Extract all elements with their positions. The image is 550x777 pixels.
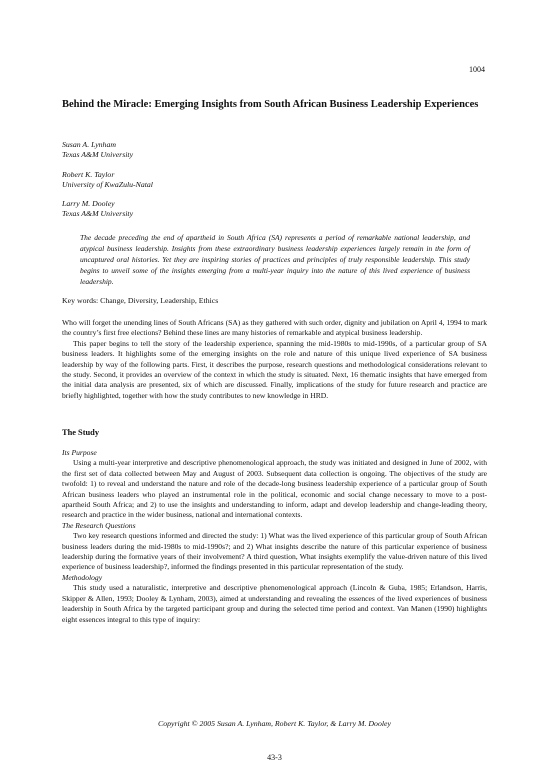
author-affiliation: University of KwaZulu-Natal xyxy=(62,180,153,189)
introduction xyxy=(62,318,487,401)
subsection-heading-questions: The Research Questions xyxy=(62,520,136,530)
author-name: Robert K. Taylor xyxy=(62,170,115,179)
author-block-3 xyxy=(62,199,487,219)
author-block-2 xyxy=(62,170,487,190)
study-section xyxy=(62,448,487,625)
author-name: Larry M. Dooley xyxy=(62,199,115,208)
intro-paragraph: Who will forget the unending lines of South Africans (SA) as they gathered with such order, dignity and jubilation on April 4, 1994 to mark the country’s first free elections? Behind these lines are many histories of remarkable and atypical business leadership. xyxy=(62,318,487,338)
copyright-notice: Copyright © 2005 Susan A. Lynham, Robert K. Taylor, & Larry M. Dooley xyxy=(158,719,391,728)
page-footer: 43-3 xyxy=(267,753,282,762)
author-name: Susan A. Lynham xyxy=(62,140,116,149)
author-affiliation: Texas A&M University xyxy=(62,150,134,159)
purpose-paragraph: Using a multi-year interpretive and descriptive phenomenological approach, the study was initiated and designed in June of 2002, with the first set of data collected between May and August of 2003. Subsequent data collection is ongoing. The objectives of the study are twofold: 1) to reveal and understand the nature and role of the decade-long business leadership experience of a particular group of South African business leaders who played an instrumental role in the political, economic and social change necessary to move to a post-apartheid South Africa; and 2) to use the insights and understanding to inform, adapt and develop leadership and change-leading theory, research and practice in the wider business, national and international contexts. xyxy=(62,458,487,520)
author-affiliation: Texas A&M University xyxy=(62,209,134,218)
page-number: 1004 xyxy=(469,65,485,74)
keywords: Key words: Change, Diversity, Leadership, Ethics xyxy=(62,296,219,305)
paper-title: Behind the Miracle: Emerging Insights from South African Business Leadership Experiences xyxy=(62,99,479,110)
subsection-heading-purpose: Its Purpose xyxy=(62,448,97,457)
methodology-paragraph: This study used a naturalistic, interpretive and descriptive phenomenological approach (Lincoln & Guba, 1985; Erlandson, Harris, Skipper & Allen, 1993; Dooley & Lynham, 2003), aimed at understanding and revealing the essences of the lived experiences of business leadership in South Africa by the targeted participant group and during the selected time period and context. Van Manen (1990) highlights eight essences integral to this type of inquiry: xyxy=(62,583,487,624)
author-block-1 xyxy=(62,140,487,160)
abstract: The decade preceding the end of apartheid in South Africa (SA) represents a period of remarkable national leadership, and atypical business leadership. Insights from these extraordinary business leadership experiences largely remain in the form of uncaptured oral histories. Yet they are inspiring stories of practices and principles of truly responsible leadership. This study begins to unveil some of the insights emerging from a multi-year inquiry into the nature of this lived experience of business leadership. xyxy=(80,233,470,286)
questions-paragraph: Two key research questions informed and directed the study: 1) What was the lived experience of this particular group of South African business leaders during the mid-1980s to mid-1990s?; and 2) What insights describe the nature of this particular experience of business leadership during the formative years of their involvement? A third question, What insights exemplify the value-driven nature of this lived experience of business leadership?, informed the findings presented in this particular representation of the study. xyxy=(62,531,487,572)
subsection-heading-methodology: Methodology xyxy=(62,572,103,582)
section-heading: The Study xyxy=(62,428,100,437)
intro-paragraph: This paper begins to tell the story of the leadership experience, spanning the mid-1980s to mid-1990s, of a particular group of SA business leaders. It highlights some of the emerging insights on the role and nature of this unique lived experience of SA business leadership by way of the following parts. First, it describes the purpose, research questions and methodological considerations relevant to the study. Second, it provides an overview of the context in which the study is situated. Next, 16 thematic insights that have emerged from the initial data analysis are presented, six of which are discussed. Finally, implications of the study for future research and practice are briefly highlighted, together with how the study contributes to new knowledge in HRD. xyxy=(62,338,487,400)
